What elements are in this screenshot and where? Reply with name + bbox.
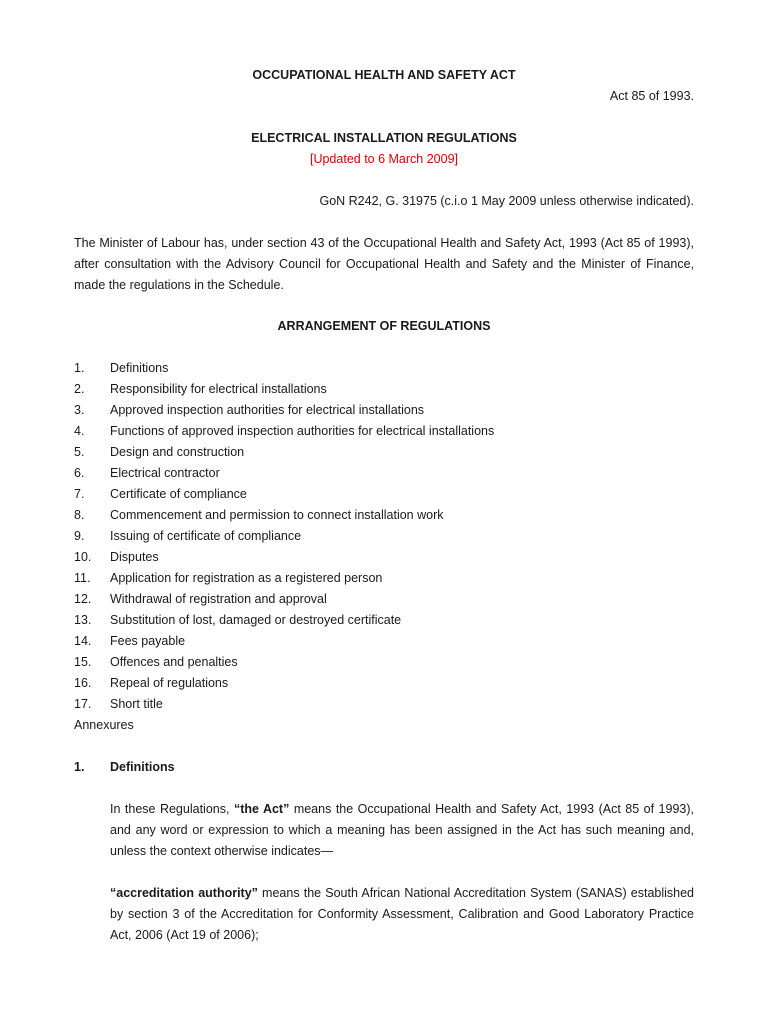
arrangement-item bbox=[0, 697, 768, 711]
arrangement-item-title: Design and construction bbox=[110, 445, 245, 459]
definitions-intro-paragraph bbox=[110, 799, 694, 862]
arrangement-item bbox=[0, 424, 768, 438]
arrangement-item bbox=[0, 382, 768, 396]
arrangement-item bbox=[0, 655, 768, 669]
section-heading: Definitions bbox=[110, 760, 175, 774]
arrangement-item-number: 11. bbox=[74, 571, 91, 585]
arrangement-item-number: 8. bbox=[74, 508, 85, 522]
preamble-paragraph: The Minister of Labour has, under section 43 of the Occupational Health and Safety Act, 1993 (Act 85 of 1993), after consultation with the Advisory Council for Occupational Health and Safety and the Minister of Finance, made the regulations in the Schedule. bbox=[74, 236, 694, 292]
intro-text-after: means the Occupational Health and Safety Act, 1993 (Act 85 of 1993), and any word or expression to which a meaning has been assigned in the Act has such meaning and, unless the context otherwise indicates— bbox=[110, 802, 694, 858]
arrangement-item-number: 7. bbox=[74, 487, 85, 501]
arrangement-item-number: 16. bbox=[74, 676, 92, 690]
arrangement-item-number: 5. bbox=[74, 445, 85, 459]
definition-text: means the South African National Accreditation System (SANAS) established by section 3 of the Accreditation for Conformity Assessment, Calibration and Good Laboratory Practice Act, 2006 (Act 19 of 2006); bbox=[110, 886, 695, 942]
act-title: OCCUPATIONAL HEALTH AND SAFETY ACT bbox=[252, 68, 516, 82]
arrangement-item-title: Approved inspection authorities for electrical installations bbox=[110, 403, 425, 417]
arrangement-item-title: Commencement and permission to connect installation work bbox=[110, 508, 444, 522]
arrangement-item-number: 9. bbox=[74, 529, 85, 543]
arrangement-item-number: 10. bbox=[74, 550, 92, 564]
arrangement-item bbox=[0, 403, 768, 417]
arrangement-item bbox=[0, 571, 768, 585]
arrangement-item-title: Responsibility for electrical installations bbox=[110, 382, 327, 396]
arrangement-item-number: 6. bbox=[74, 466, 85, 480]
arrangement-item bbox=[0, 445, 768, 459]
arrangement-item bbox=[0, 508, 768, 522]
arrangement-item-title: Definitions bbox=[110, 361, 169, 375]
arrangement-item-number: 14. bbox=[74, 634, 92, 648]
arrangement-item bbox=[0, 361, 768, 375]
arrangement-item-number: 15. bbox=[74, 655, 92, 669]
arrangement-item-number: 17. bbox=[74, 697, 92, 711]
arrangement-item-title: Application for registration as a registered person bbox=[110, 571, 383, 585]
arrangement-heading: ARRANGEMENT OF REGULATIONS bbox=[277, 319, 491, 333]
arrangement-item bbox=[0, 613, 768, 627]
term-the-act: “the Act” bbox=[233, 802, 290, 816]
arrangement-item-number: 3. bbox=[74, 403, 85, 417]
arrangement-item-title: Functions of approved inspection authorities for electrical installations bbox=[110, 424, 495, 438]
arrangement-item bbox=[0, 529, 768, 543]
arrangement-item-title: Certificate of compliance bbox=[110, 487, 247, 501]
updated-note: [Updated to 6 March 2009] bbox=[309, 152, 458, 166]
term-accreditation-authority: “accreditation authority” bbox=[110, 886, 258, 900]
arrangement-item bbox=[0, 634, 768, 648]
regulations-title: ELECTRICAL INSTALLATION REGULATIONS bbox=[251, 131, 517, 145]
intro-text-before: In these Regulations, bbox=[110, 802, 234, 816]
arrangement-item-title: Disputes bbox=[110, 550, 159, 564]
arrangement-item-number: 1. bbox=[74, 361, 85, 375]
annexures-label: Annexures bbox=[74, 718, 134, 732]
arrangement-item bbox=[0, 676, 768, 690]
arrangement-item-number: 12. bbox=[74, 592, 92, 606]
definition-accreditation-authority bbox=[110, 883, 694, 946]
act-number: Act 85 of 1993. bbox=[609, 89, 694, 103]
arrangement-item-title: Offences and penalties bbox=[110, 655, 238, 669]
arrangement-item-title: Withdrawal of registration and approval bbox=[110, 592, 327, 606]
arrangement-item bbox=[0, 592, 768, 606]
arrangement-item bbox=[0, 487, 768, 501]
arrangement-item-title: Repeal of regulations bbox=[110, 676, 229, 690]
arrangement-item bbox=[0, 466, 768, 480]
arrangement-item-title: Short title bbox=[110, 697, 163, 711]
arrangement-item-title: Electrical contractor bbox=[110, 466, 220, 480]
arrangement-item-title: Fees payable bbox=[110, 634, 186, 648]
arrangement-item-number: 4. bbox=[74, 424, 85, 438]
arrangement-item-title: Issuing of certificate of compliance bbox=[110, 529, 302, 543]
section-number: 1. bbox=[74, 760, 85, 774]
arrangement-item bbox=[0, 550, 768, 564]
arrangement-item-number: 13. bbox=[74, 613, 92, 627]
gazette-reference: GoN R242, G. 31975 (c.i.o 1 May 2009 unless otherwise indicated). bbox=[319, 194, 694, 208]
arrangement-item-title: Substitution of lost, damaged or destroyed certificate bbox=[110, 613, 402, 627]
arrangement-item-number: 2. bbox=[74, 382, 85, 396]
